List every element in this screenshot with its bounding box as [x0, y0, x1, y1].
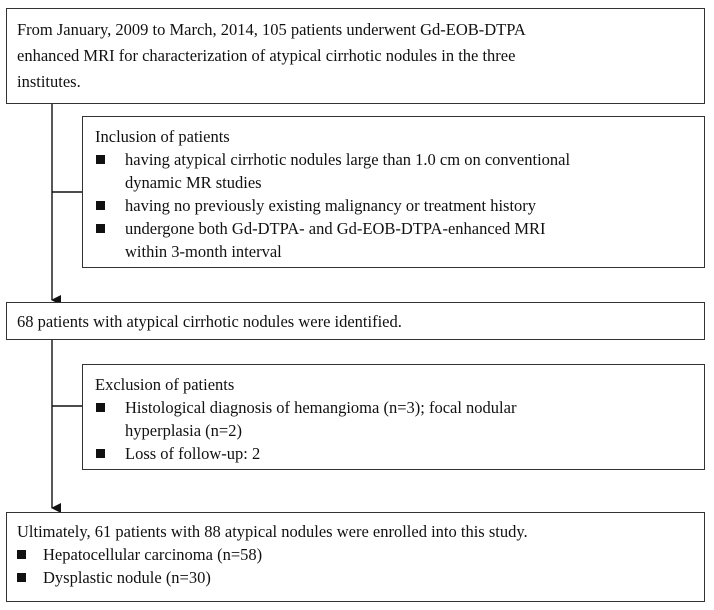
- box-inclusion: [82, 116, 705, 268]
- enrolled-item-1: Hepatocellular carcinoma (n=58): [43, 545, 263, 564]
- box-identified-text: 68 patients with atypical cirrhotic nodules were identified.: [17, 312, 402, 331]
- box-exclusion: [82, 364, 705, 470]
- box-initial-line-3: institutes.: [17, 72, 81, 91]
- exclusion-item-1-line-1: Histological diagnosis of hemangioma (n=3); focal nodular: [125, 398, 517, 417]
- inclusion-item-3-line-1: undergone both Gd-DTPA- and Gd-EOB-DTPA-enhanced MRI: [125, 219, 546, 238]
- box-enrolled: [6, 512, 705, 602]
- inclusion-title: Inclusion of patients: [95, 127, 230, 146]
- inclusion-item-2: having no previously existing malignancy or treatment history: [125, 196, 537, 215]
- box-identified: [6, 302, 705, 340]
- bullet-square-icon: [96, 403, 105, 412]
- inclusion-item-1-line-2: dynamic MR studies: [125, 173, 262, 192]
- inclusion-item-1-line-1: having atypical cirrhotic nodules large than 1.0 cm on conventional: [125, 150, 571, 169]
- exclusion-item-1-line-2: hyperplasia (n=2): [125, 421, 242, 440]
- exclusion-item-2: Loss of follow-up: 2: [125, 444, 261, 463]
- bullet-square-icon: [17, 550, 26, 559]
- bullet-square-icon: [96, 449, 105, 458]
- box-initial-line-1: From January, 2009 to March, 2014, 105 patients underwent Gd-EOB-DTPA: [17, 20, 526, 39]
- box-initial-line-2: enhanced MRI for characterization of atypical cirrhotic nodules in the three: [17, 46, 516, 65]
- box-initial-cohort: [6, 8, 705, 104]
- enrolled-item-2: Dysplastic nodule (n=30): [43, 568, 211, 587]
- bullet-square-icon: [96, 201, 105, 210]
- bullet-square-icon: [17, 573, 26, 582]
- inclusion-item-3-line-2: within 3-month interval: [125, 242, 282, 261]
- box-enrolled-text: Ultimately, 61 patients with 88 atypical nodules were enrolled into this study.: [17, 522, 528, 541]
- exclusion-title: Exclusion of patients: [95, 375, 235, 394]
- bullet-square-icon: [96, 224, 105, 233]
- bullet-square-icon: [96, 155, 105, 164]
